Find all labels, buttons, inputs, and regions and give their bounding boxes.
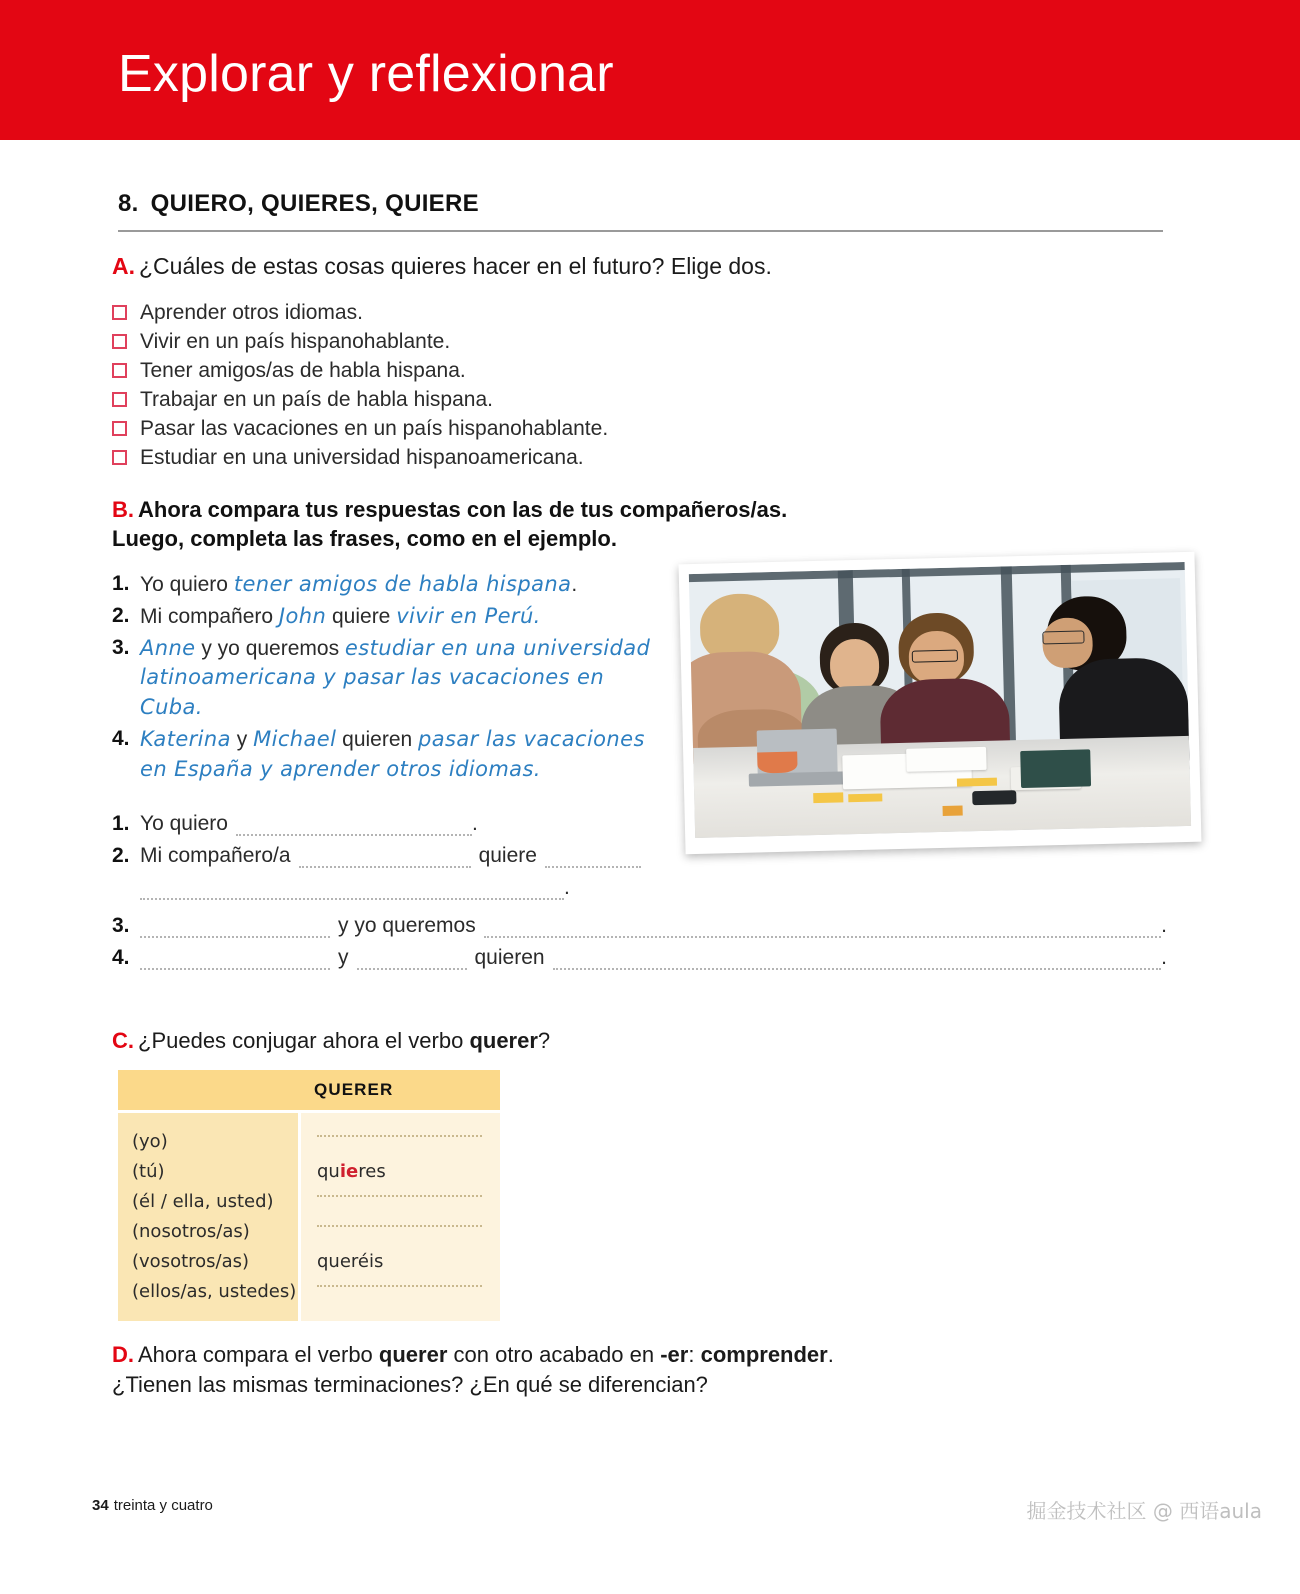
example-handwriting: Michael bbox=[253, 727, 337, 752]
conjugation-table-header bbox=[118, 1070, 500, 1110]
blank-number: 1. bbox=[112, 812, 130, 835]
task-c-prompt bbox=[112, 1028, 1012, 1054]
checkbox-label: Estudiar en una universidad hispanoamericana. bbox=[140, 446, 584, 469]
section-title-text: QUIERO, QUIERES, QUIERE bbox=[150, 190, 479, 217]
example-handwriting: Katerina bbox=[140, 727, 231, 752]
task-d-ending: -er bbox=[660, 1342, 689, 1367]
blank-period: . bbox=[564, 876, 570, 899]
example-number: 3. bbox=[112, 635, 130, 659]
example-item bbox=[112, 634, 652, 723]
blank-mid-text: quieren bbox=[474, 946, 545, 969]
task-a-prompt bbox=[112, 252, 1112, 281]
page-body bbox=[0, 140, 1300, 1594]
example-print: . bbox=[571, 573, 578, 596]
page-number-words: treinta y cuatro bbox=[113, 1497, 213, 1514]
checkbox-label: Pasar las vacaciones en un país hispanohablante. bbox=[140, 417, 609, 440]
verb-suffix: res bbox=[358, 1161, 386, 1182]
example-print: y yo queremos bbox=[195, 636, 345, 660]
page-header-band bbox=[0, 0, 1300, 140]
pronoun-cell: (él / ella, usted) bbox=[132, 1191, 274, 1212]
header-cell-blank bbox=[118, 1070, 298, 1110]
example-print: quieren bbox=[336, 728, 419, 752]
task-b-prompt bbox=[112, 495, 892, 554]
checkbox-label: Tener amigos/as de habla hispana. bbox=[140, 359, 466, 382]
checkbox-icon[interactable] bbox=[112, 392, 127, 407]
blank-input[interactable] bbox=[484, 916, 1161, 938]
task-a-prompt-text: ¿Cuáles de estas cosas quieres hacer en el futuro? Elige dos. bbox=[139, 253, 772, 279]
verb-form-filled bbox=[317, 1157, 484, 1187]
checkbox-label: Trabajar en un país de habla hispana. bbox=[140, 388, 493, 411]
blank-row[interactable] bbox=[112, 914, 1167, 938]
task-c-prompt-after: ? bbox=[537, 1028, 551, 1053]
blank-mid-text: y yo queremos bbox=[338, 914, 476, 937]
example-number: 4. bbox=[112, 727, 130, 751]
example-text bbox=[140, 634, 652, 723]
task-b-prompt-line1: Ahora compara tus respuestas con las de tus compañeros/as. bbox=[138, 497, 788, 522]
conjugation-table bbox=[118, 1070, 500, 1321]
verb-form-blank[interactable] bbox=[317, 1277, 484, 1307]
example-item bbox=[112, 570, 652, 600]
blank-input[interactable] bbox=[236, 814, 472, 836]
verb-prefix: qu bbox=[317, 1161, 340, 1182]
task-d-text-c: con otro acabado en bbox=[447, 1342, 661, 1367]
pronoun-cell: (tú) bbox=[132, 1161, 165, 1182]
section-number: 8. bbox=[118, 190, 139, 217]
checkbox-option[interactable] bbox=[112, 414, 1012, 443]
verb-form-blank[interactable] bbox=[317, 1187, 484, 1217]
page-header-title: Explorar y reflexionar bbox=[118, 45, 614, 103]
example-handwriting: tener amigos de habla hispana bbox=[233, 572, 572, 596]
verb-form-filled: queréis bbox=[317, 1251, 384, 1272]
blank-input[interactable] bbox=[357, 948, 467, 970]
checkbox-icon[interactable] bbox=[112, 450, 127, 465]
blank-period: . bbox=[1161, 946, 1167, 969]
checkbox-icon[interactable] bbox=[112, 363, 127, 378]
blank-input[interactable] bbox=[140, 916, 330, 938]
cup-icon bbox=[758, 751, 798, 773]
checkbox-icon[interactable] bbox=[112, 305, 127, 320]
task-b-examples bbox=[112, 570, 652, 787]
example-handwriting: estudiar en una universidad latinoamericana y pasar las vacaciones en Cuba. bbox=[140, 635, 651, 720]
blank-row[interactable] bbox=[112, 812, 1167, 836]
example-number: 1. bbox=[112, 572, 130, 595]
blank-input[interactable] bbox=[299, 846, 471, 868]
page-number: 34 bbox=[92, 1497, 109, 1514]
watermark: 掘金技术社区 @ 西语aula bbox=[1026, 1499, 1262, 1523]
conjugation-table-body bbox=[118, 1113, 500, 1321]
sticky-note-icon bbox=[813, 792, 843, 803]
section-title bbox=[118, 190, 1163, 218]
example-item bbox=[112, 602, 652, 632]
blank-mid-text: y bbox=[338, 946, 349, 969]
checkbox-option[interactable] bbox=[112, 327, 1012, 356]
checkbox-icon[interactable] bbox=[112, 421, 127, 436]
students-photo-frame bbox=[679, 552, 1202, 855]
blank-number: 2. bbox=[112, 844, 130, 867]
task-a-options-list bbox=[112, 298, 1012, 472]
example-text bbox=[140, 570, 577, 600]
blank-row[interactable] bbox=[112, 844, 1167, 868]
pronoun-column bbox=[118, 1113, 298, 1321]
checkbox-label: Vivir en un país hispanohablante. bbox=[140, 330, 451, 353]
phone-icon bbox=[972, 791, 1017, 805]
blank-period: . bbox=[1161, 914, 1167, 937]
students-photo bbox=[689, 562, 1191, 838]
verb-form-blank[interactable] bbox=[317, 1217, 484, 1247]
pronoun-cell: (yo) bbox=[132, 1131, 168, 1152]
example-print: y bbox=[230, 728, 254, 752]
task-c-label: C. bbox=[112, 1028, 134, 1053]
task-d-line2: ¿Tienen las mismas terminaciones? ¿En qué se diferencian? bbox=[112, 1372, 708, 1398]
task-d-text-a: Ahora compara el verbo bbox=[138, 1342, 379, 1367]
checkbox-icon[interactable] bbox=[112, 334, 127, 349]
blank-input[interactable] bbox=[553, 948, 1162, 970]
example-handwriting: pasar las vacaciones en España y aprender otros idiomas. bbox=[140, 727, 645, 781]
blank-input[interactable] bbox=[140, 948, 330, 970]
blank-period: . bbox=[471, 812, 478, 835]
blank-lead-text: Mi compañero/a bbox=[140, 844, 291, 867]
blank-row-continuation[interactable] bbox=[112, 876, 1167, 900]
blank-mid-text: quiere bbox=[478, 844, 537, 867]
blank-input[interactable] bbox=[545, 846, 641, 868]
example-handwriting: John bbox=[278, 603, 327, 628]
example-text bbox=[140, 602, 541, 632]
task-d-prompt bbox=[112, 1340, 1112, 1401]
example-item bbox=[112, 725, 652, 785]
task-c-prompt-before: ¿Puedes conjugar ahora el verbo bbox=[138, 1028, 470, 1053]
task-d-label: D. bbox=[112, 1342, 134, 1367]
example-print: Yo quiero bbox=[140, 573, 234, 596]
example-handwriting: vivir en Perú. bbox=[396, 603, 541, 628]
blank-row[interactable] bbox=[112, 946, 1167, 970]
example-text bbox=[140, 725, 652, 785]
task-b-prompt-line2: Luego, completa las frases, como en el ejemplo. bbox=[112, 526, 617, 552]
pronoun-cell: (nosotros/as) bbox=[132, 1221, 250, 1242]
blank-number: 3. bbox=[112, 914, 130, 937]
task-d-verb-comprender: comprender bbox=[700, 1342, 828, 1367]
example-number: 2. bbox=[112, 603, 130, 627]
header-cell-verb: QUERER bbox=[298, 1070, 500, 1110]
checkbox-option[interactable] bbox=[112, 385, 1012, 414]
example-handwriting: Anne bbox=[140, 635, 196, 660]
checkbox-label: Aprender otros idiomas. bbox=[140, 301, 363, 324]
task-d-verb-querer: querer bbox=[378, 1342, 448, 1367]
example-print: Mi compañero bbox=[140, 604, 279, 628]
verb-stem-change: ie bbox=[339, 1161, 359, 1182]
task-c-verb: querer bbox=[469, 1028, 538, 1053]
verb-form-blank[interactable] bbox=[317, 1127, 484, 1157]
checkbox-option[interactable] bbox=[112, 298, 1012, 327]
task-d-text-e: : bbox=[688, 1342, 701, 1367]
task-a-label: A. bbox=[112, 253, 135, 279]
blank-lead-text: Yo quiero bbox=[140, 812, 228, 835]
task-b-blanks bbox=[112, 812, 1167, 978]
task-b-label: B. bbox=[112, 497, 134, 522]
blank-input[interactable] bbox=[140, 878, 564, 900]
task-d-text-g: . bbox=[827, 1342, 834, 1367]
blank-number: 4. bbox=[112, 946, 130, 969]
verb-form-column bbox=[301, 1113, 500, 1321]
pronoun-cell: (vosotros/as) bbox=[132, 1251, 250, 1272]
section-divider bbox=[118, 230, 1163, 232]
checkbox-option[interactable] bbox=[112, 356, 1012, 385]
pronoun-cell: (ellos/as, ustedes) bbox=[132, 1281, 297, 1302]
checkbox-option[interactable] bbox=[112, 443, 1012, 472]
example-print: quiere bbox=[326, 604, 397, 628]
page-footer bbox=[92, 1497, 213, 1514]
